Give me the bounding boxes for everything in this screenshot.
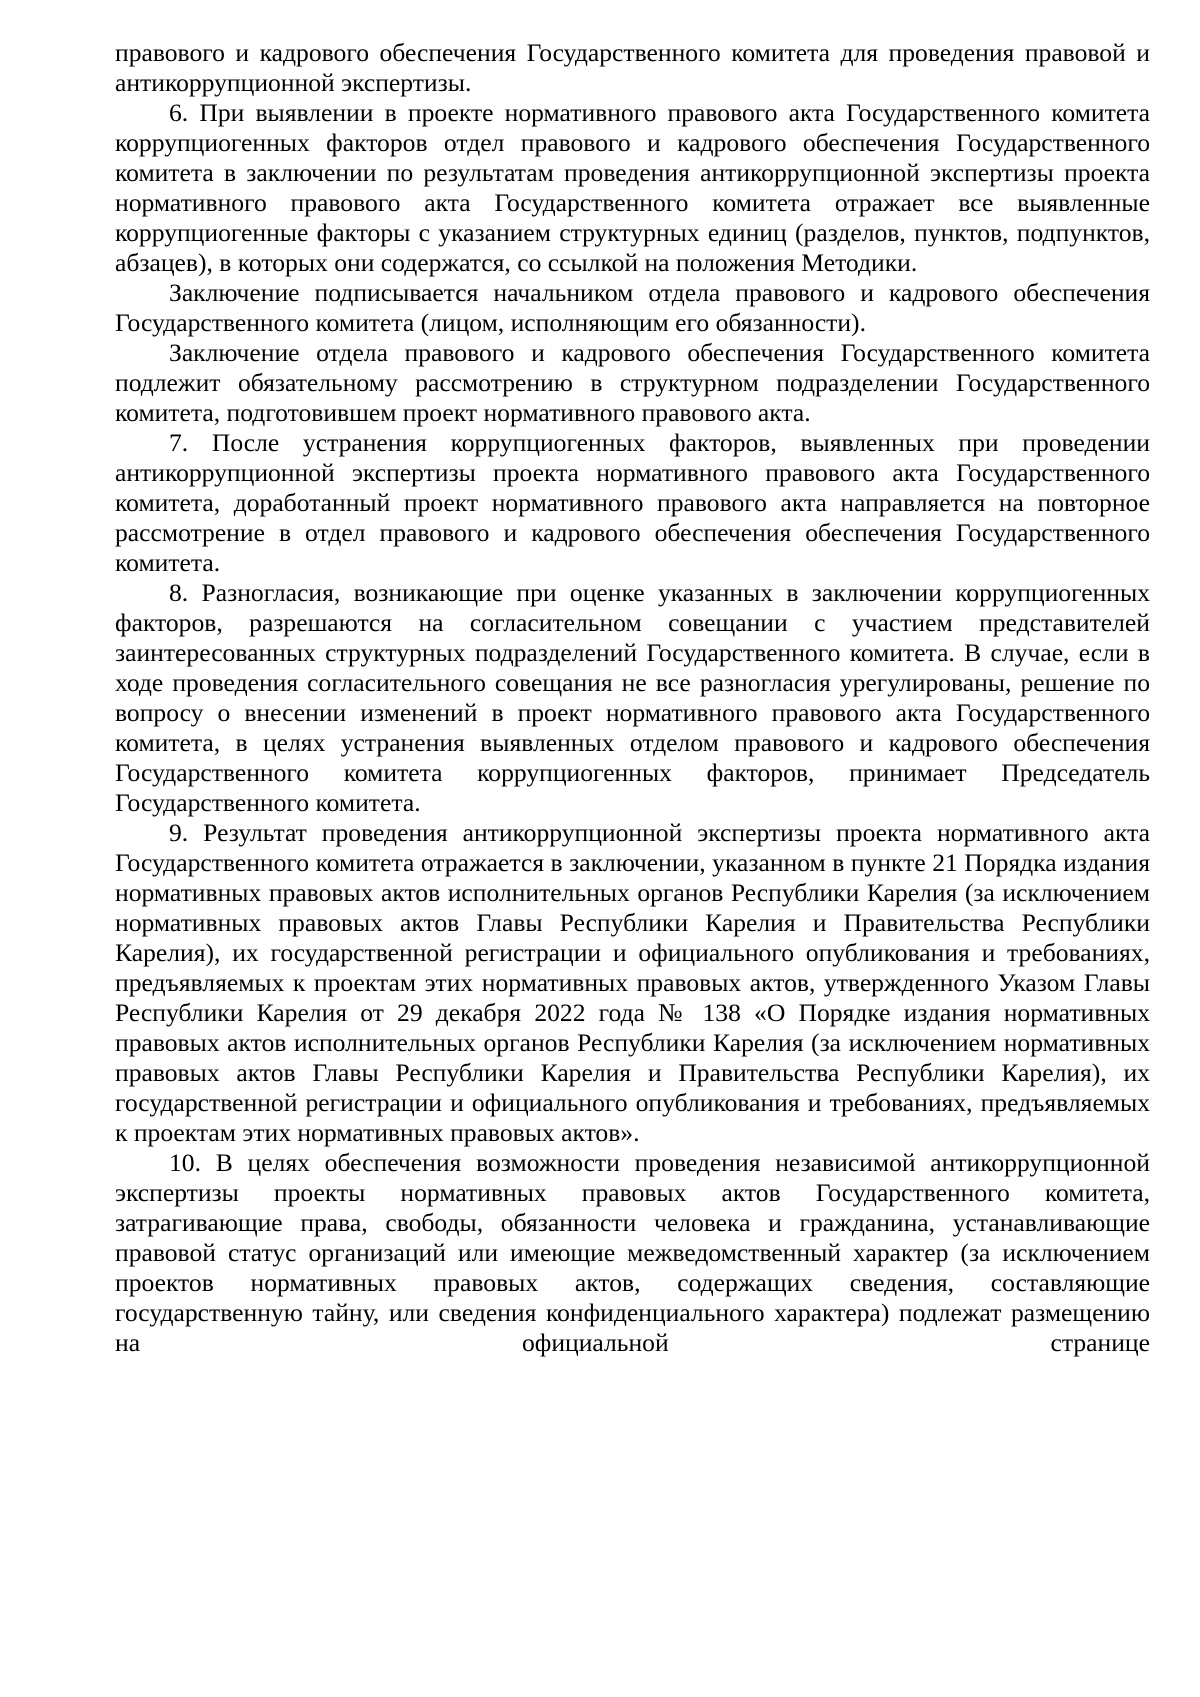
paragraph-item-7: 7. После устранения коррупциогенных факторов, выявленных при проведении антикоррупционной экспертизы проекта нормативного правового акта Государственного комитета, доработанный проект нормативного правового акта направляется на повторное рассмотрение в отдел правового и кадрового обеспечения обеспечения Государственного комитета. <box>115 428 1150 577</box>
paragraph-conclusion-review: Заключение отдела правового и кадрового обеспечения Государственного комитета подлежит обязательному рассмотрению в структурном подразделении Государственного комитета, подготовившем проект нормативного правового акта. <box>115 338 1150 427</box>
paragraph-item-6: 6. При выявлении в проекте нормативного правового акта Государственного комитета коррупциогенных факторов отдел правового и кадрового обеспечения Государственного комитета в заключении по результатам проведения антикоррупционной экспертизы проекта нормативного правового акта Государственного комитета отражает все выявленные коррупциогенные факторы с указанием структурных единиц (разделов, пунктов, подпунктов, абзацев), в которых они содержатся, со ссылкой на положения Методики. <box>115 98 1150 277</box>
paragraph-continuation: правового и кадрового обеспечения Государственного комитета для проведения правовой и антикоррупционной экспертизы. <box>115 38 1150 97</box>
paragraph-item-8: 8. Разногласия, возникающие при оценке указанных в заключении коррупциогенных факторов, разрешаются на согласительном совещании с участием представителей заинтересованных структурных подразделений Государственного комитета. В случае, если в ходе проведения согласительного совещания не все разногласия урегулированы, решение по вопросу о внесении изменений в проект нормативного правового акта Государственного комитета, в целях устранения выявленных отделом правового и кадрового обеспечения Государственного комитета коррупциогенных факторов, принимает Председатель Государственного комитета. <box>115 578 1150 817</box>
paragraph-item-9: 9. Результат проведения антикоррупционной экспертизы проекта нормативного акта Государственного комитета отражается в заключении, указанном в пункте 21 Порядка издания нормативных правовых актов исполнительных органов Республики Карелия (за исключением нормативных правовых актов Главы Республики Карелия и Правительства Республики Карелия), их государственной регистрации и официального опубликования и требованиях, предъявляемых к проектам этих нормативных правовых актов, утвержденного Указом Главы Республики Карелия от 29 декабря 2022 года № 138 «О Порядке издания нормативных правовых актов исполнительных органов Республики Карелия (за исключением нормативных правовых актов Главы Республики Карелия и Правительства Республики Карелия), их государственной регистрации и официального опубликования и требованиях, предъявляемых к проектам этих нормативных правовых актов». <box>115 818 1150 1147</box>
paragraph-item-10: 10. В целях обеспечения возможности проведения независимой антикоррупционной экспертизы проекты нормативных правовых актов Государственного комитета, затрагивающие права, свободы, обязанности человека и гражданина, устанавливающие правовой статус организаций или имеющие межведомственный характер (за исключением проектов нормативных правовых актов, содержащих сведения, составляющие государственную тайну, или сведения конфиденциального характера) подлежат размещению на официальной странице <box>115 1148 1150 1357</box>
document-page <box>115 38 1150 1358</box>
paragraph-conclusion-signing: Заключение подписывается начальником отдела правового и кадрового обеспечения Государственного комитета (лицом, исполняющим его обязанности). <box>115 278 1150 337</box>
